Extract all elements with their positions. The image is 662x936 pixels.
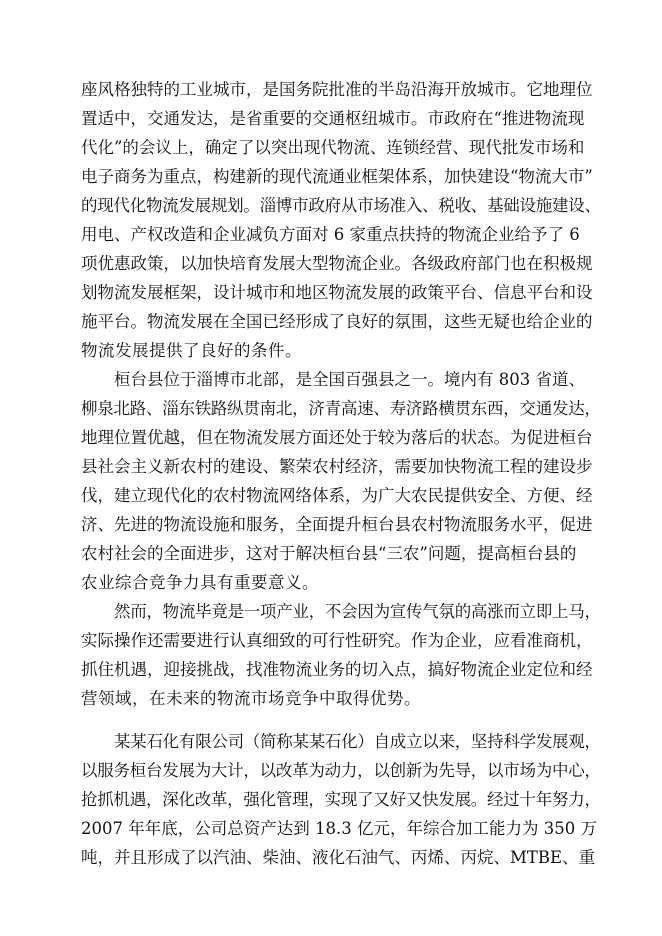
text-line: 抓住机遇，迎接挑战，找准物流业务的切入点，搞好物流企业定位和经 xyxy=(81,660,593,679)
paragraph-first-line: 桓台县位于淄博市北部，是全国百强县之一。境内有 803 省道、 xyxy=(114,370,585,389)
text-line: 置适中，交通发达，是省重要的交通枢纽城市。市政府在“推进物流现 xyxy=(81,109,585,128)
text-line: 济、先进的物流设施和服务，全面提升桓台县农村物流服务水平，促进 xyxy=(81,515,593,534)
text-line: 农业综合竞争力具有重要意义。 xyxy=(81,573,319,592)
text-line: 的现代化物流发展规划。淄博市政府从市场准入、税收、基础设施建设、 xyxy=(81,196,601,215)
text-line: 座风格独特的工业城市，是国务院批准的半岛沿海开放城市。它地理位 xyxy=(81,80,593,99)
text-line: 以服务桓台发展为大计，以改革为动力，以创新为先导，以市场为中心， xyxy=(81,761,601,780)
text-line: 电子商务为重点，构建新的现代流通业框架体系，加快建设“物流大市” xyxy=(81,167,593,186)
text-line: 县社会主义新农村的建设、繁荣农村经济，需要加快物流工程的建设步 xyxy=(81,457,593,476)
text-line: 用电、产权改造和企业减负方面对 6 家重点扶持的物流企业给予了 6 xyxy=(81,225,580,244)
text-line: 代化”的会议上，确定了以突出现代物流、连锁经营、现代批发市场和 xyxy=(81,138,585,157)
paragraph-first-line: 然而，物流毕竟是一项产业，不会因为宣传气氛的高涨而立即上马， xyxy=(114,602,601,621)
text-line: 农村社会的全面进步，这对于解决桓台县“三农”问题，提高桓台县的 xyxy=(81,544,577,563)
text-line: 2007 年年底，公司总资产达到 18.3 亿元，年综合加工能力为 350 万 xyxy=(81,819,597,838)
text-line: 营领域，在未来的物流市场竞争中取得优势。 xyxy=(81,689,421,708)
text-line: 实际操作还需要进行认真细致的可行性研究。作为企业，应看准商机， xyxy=(81,631,593,650)
text-line: 抢抓机遇，深化改革，强化管理，实现了又好又快发展。经过十年努力， xyxy=(81,790,601,809)
text-line: 地理位置优越，但在物流发展方面还处于较为落后的状态。为促进桓台 xyxy=(81,428,593,447)
paragraph-first-line: 某某石化有限公司（简称某某石化）自成立以来，坚持科学发展观， xyxy=(114,732,601,751)
text-line: 项优惠政策，以加快培育发展大型物流企业。各级政府部门也在积极规 xyxy=(81,254,593,273)
text-line: 施平台。物流发展在全国已经形成了良好的氛围，这些无疑也给企业的 xyxy=(81,312,593,331)
text-line: 划物流发展框架，设计城市和地区物流发展的政策平台、信息平台和设 xyxy=(81,283,593,302)
text-line: 物流发展提供了良好的条件。 xyxy=(81,341,302,360)
text-line: 吨，并且形成了以汽油、柴油、液化石油气、丙烯、丙烷、MTBE、重 xyxy=(81,848,596,867)
text-line: 伐，建立现代化的农村物流网络体系，为广大农民提供安全、方便、经 xyxy=(81,486,593,505)
text-line: 柳泉北路、淄东铁路纵贯南北，济青高速、寿济路横贯东西，交通发达， xyxy=(81,399,601,418)
